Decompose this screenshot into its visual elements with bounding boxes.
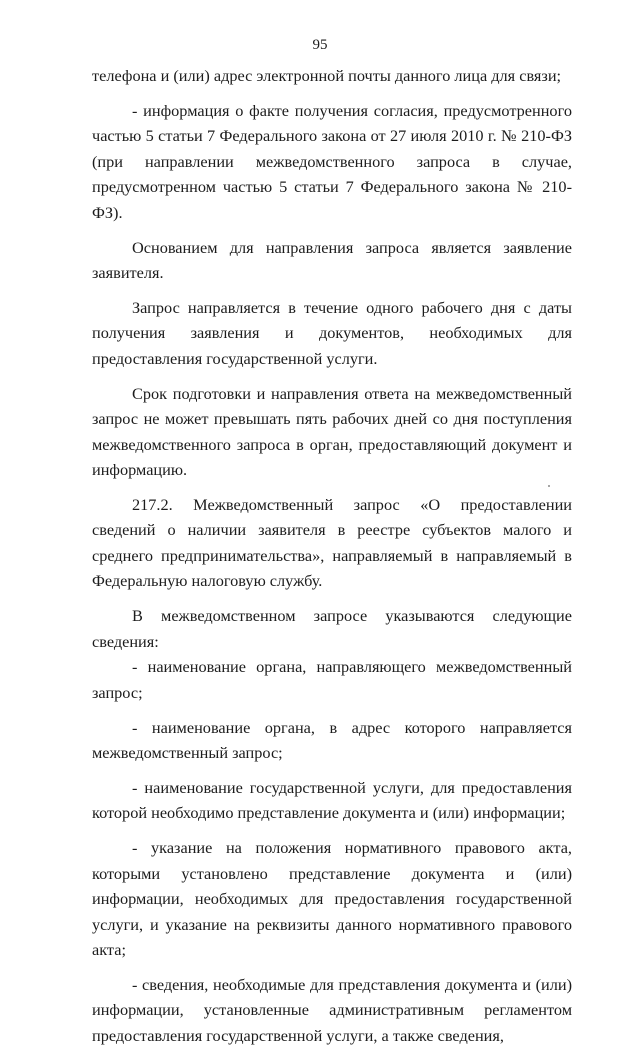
paragraph-required-info-intro: В межведомственном запросе указываются следующие сведения: [92, 606, 572, 651]
page-number: 95 [312, 37, 328, 53]
list-item-sending-authority: - наименование органа, направляющего межведомственный запрос; [92, 657, 572, 702]
list-item-receiving-authority: - наименование органа, в адрес которого направляется межведомственный запрос; [92, 717, 572, 762]
paragraph-request-basis: Основанием для направления запроса является заявление заявителя. [92, 237, 572, 283]
paragraph-consent-info: - информация о факте получения согласия, предусмотренного частью 5 статьи 7 Федерального закона от 27 июля 2010 г. № 210-ФЗ (при направлении межведомственного запроса в случае, предусмотренном частью 5 статьи 7 Федерального закона № 210-ФЗ). [92, 101, 572, 222]
document-body [92, 63, 572, 1058]
paragraph-response-deadline: Срок подготовки и направления ответа на межведомственный запрос не может превышать пять рабочих дней со дня поступления межведомственного запроса в орган, предоставляющий документ и информацию. [92, 383, 572, 480]
list-item-legal-act: - указание на положения нормативного правового акта, которыми установлено представление документа и (или) информации, необходимых для предоставления государственной услуги, и указание на реквизиты данного нормативного правового акта; [92, 838, 572, 959]
paragraph-request-timing: Запрос направляется в течение одного рабочего дня с даты получения заявления и документов, необходимых для предоставления государственной услуги. [92, 298, 572, 368]
scan-speck [548, 485, 550, 487]
list-item-required-details: - сведения, необходимые для представления документа и (или) информации, установленные административным регламентом предоставления государственной услуги, а также сведения, [92, 974, 572, 1045]
list-item-service-name: - наименование государственной услуги, для предоставления которой необходимо представление документа и (или) информации; [92, 777, 572, 823]
paragraph-section-217-2: 217.2. Межведомственный запрос «О предоставлении сведений о наличии заявителя в реестре субъектов малого и среднего предпринимательства», направляемый в направляемый в Федеральную налоговую службу. [92, 495, 572, 591]
paragraph-contact-continuation: телефона и (или) адрес электронной почты данного лица для связи; [92, 66, 562, 85]
